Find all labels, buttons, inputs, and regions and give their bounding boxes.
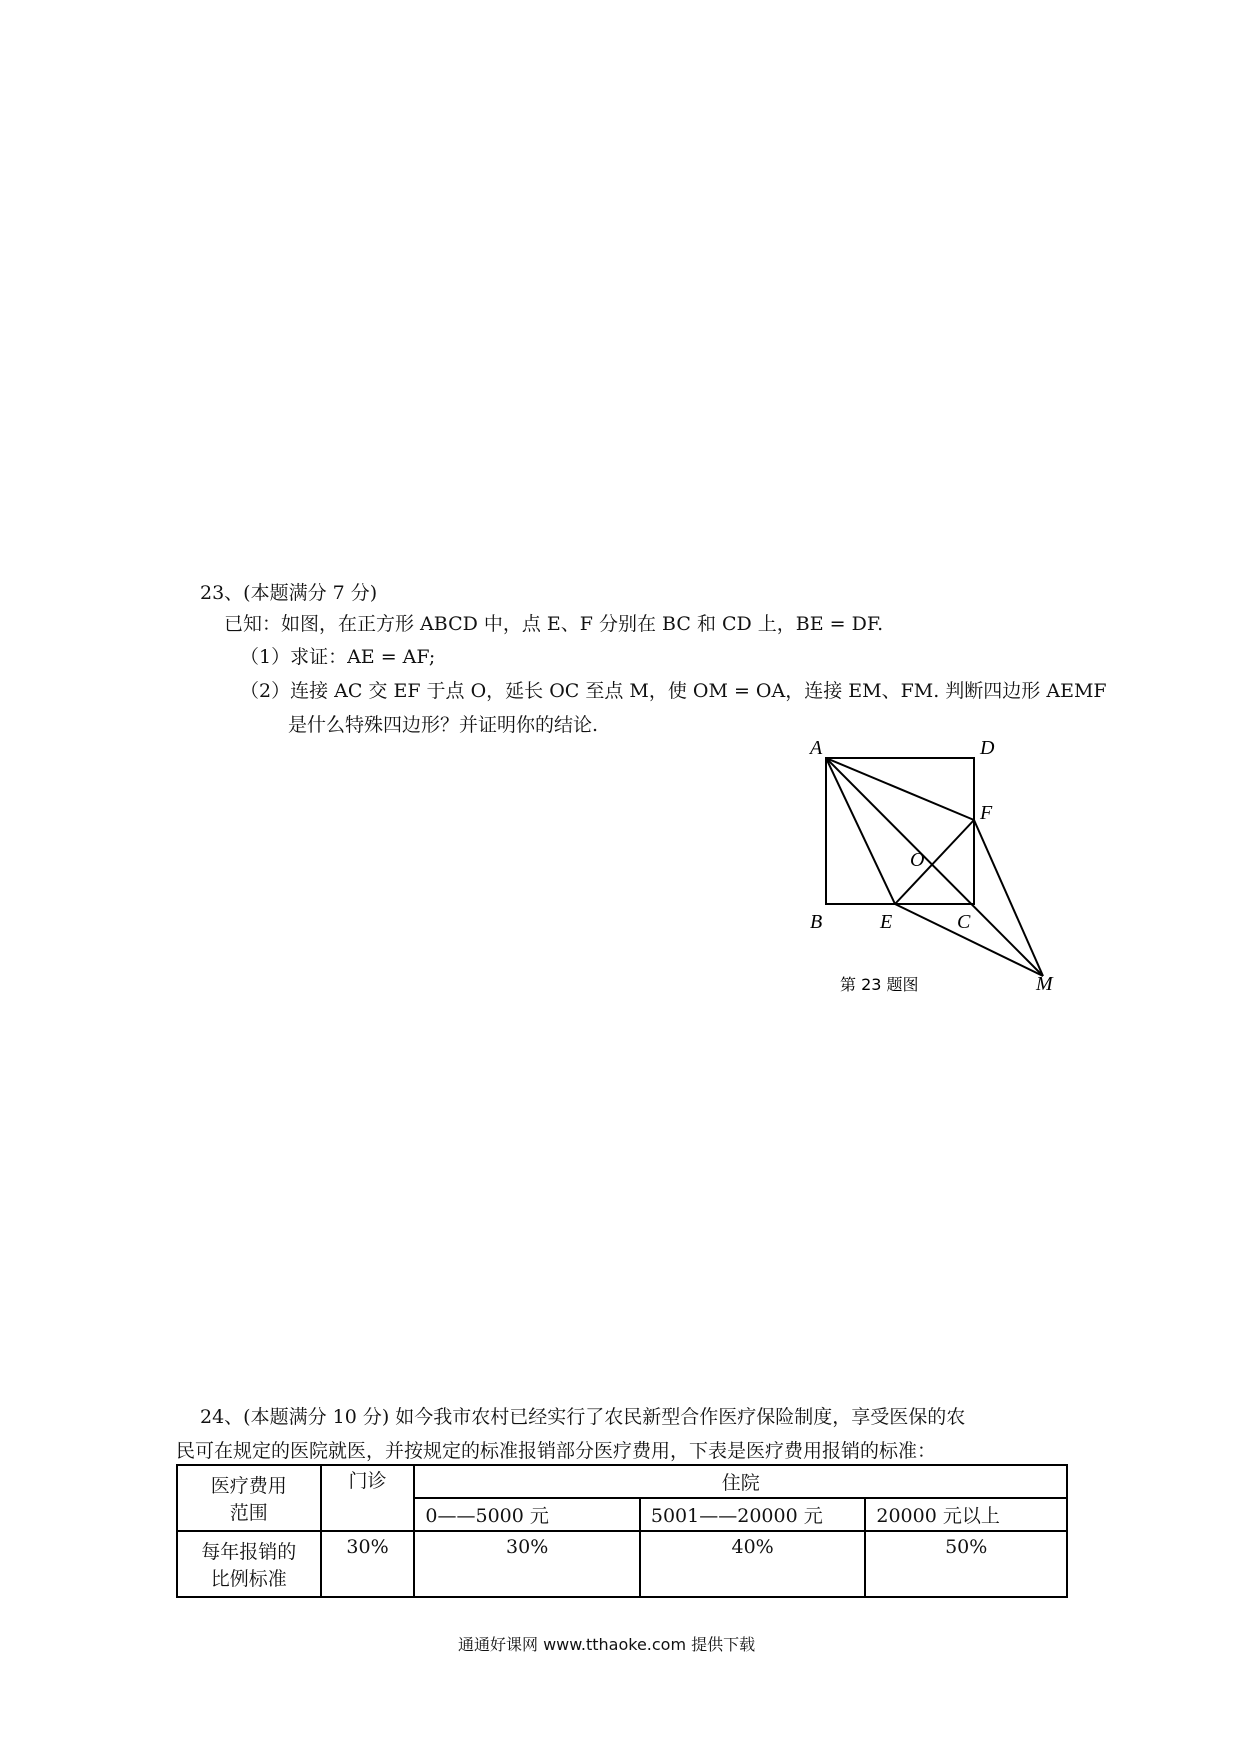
- segment-fm: [974, 820, 1043, 976]
- ratio-label-cell: [177, 1531, 321, 1597]
- outpatient-label: 门诊: [348, 1470, 387, 1492]
- segment-am: [826, 758, 1043, 976]
- segment-ae: [826, 758, 895, 904]
- q24-line2: 民可在规定的医院就医，并按规定的标准报销部分医疗费用，下表是医疗费用报销的标准：: [176, 1440, 937, 1462]
- tier-1-ratio: 30%: [414, 1531, 639, 1597]
- outpatient-header: [321, 1465, 415, 1531]
- tier-3: 20000 元以上: [865, 1498, 1067, 1531]
- label-a: A: [810, 737, 823, 759]
- page-footer: 通通好课网 www.tthaoke.com 提供下载: [458, 1635, 756, 1654]
- q24-line1: 24、(本题满分 10 分) 如今我市农村已经实行了农民新型合作医疗保险制度，享受医保的农: [200, 1406, 966, 1428]
- label-d: D: [980, 737, 995, 759]
- ratio-label-2: 比例标准: [210, 1568, 287, 1590]
- figure-caption: 第 23 题图: [840, 975, 919, 994]
- q23-figure: [780, 730, 1080, 1010]
- outpatient-ratio: 30%: [321, 1531, 415, 1597]
- range-label-1: 医疗费用: [210, 1475, 287, 1497]
- reimbursement-table: [176, 1464, 1068, 1598]
- q23-part2-line1: （2）连接 AC 交 EF 于点 O，延长 OC 至点 M，使 OM = OA，连接 EM、FM. 判断四边形 AEMF: [240, 680, 1107, 702]
- q23-intro: 已知：如图，在正方形 ABCD 中，点 E、F 分别在 BC 和 CD 上，BE = DF.: [224, 613, 884, 635]
- label-o: O: [910, 849, 925, 871]
- label-m: M: [1036, 973, 1053, 995]
- label-c: C: [957, 911, 971, 933]
- segment-ef: [895, 820, 974, 904]
- tier-2: 5001——20000 元: [640, 1498, 866, 1531]
- q23-header: 23、(本题满分 7 分): [200, 582, 378, 604]
- label-f: F: [980, 802, 993, 824]
- tier-1: 0——5000 元: [414, 1498, 639, 1531]
- tier-2-ratio: 40%: [640, 1531, 866, 1597]
- label-b: B: [810, 911, 823, 933]
- range-label-cell: [177, 1465, 321, 1531]
- segment-af: [826, 758, 974, 820]
- q23-part1: （1）求证：AE = AF;: [240, 646, 436, 668]
- inpatient-header: 住院: [414, 1465, 1067, 1498]
- ratio-label-1: 每年报销的: [201, 1541, 297, 1563]
- label-e: E: [880, 911, 893, 933]
- range-label-2: 范围: [229, 1502, 268, 1524]
- q23-part2-line2: 是什么特殊四边形？并证明你的结论.: [288, 714, 599, 736]
- tier-3-ratio: 50%: [865, 1531, 1067, 1597]
